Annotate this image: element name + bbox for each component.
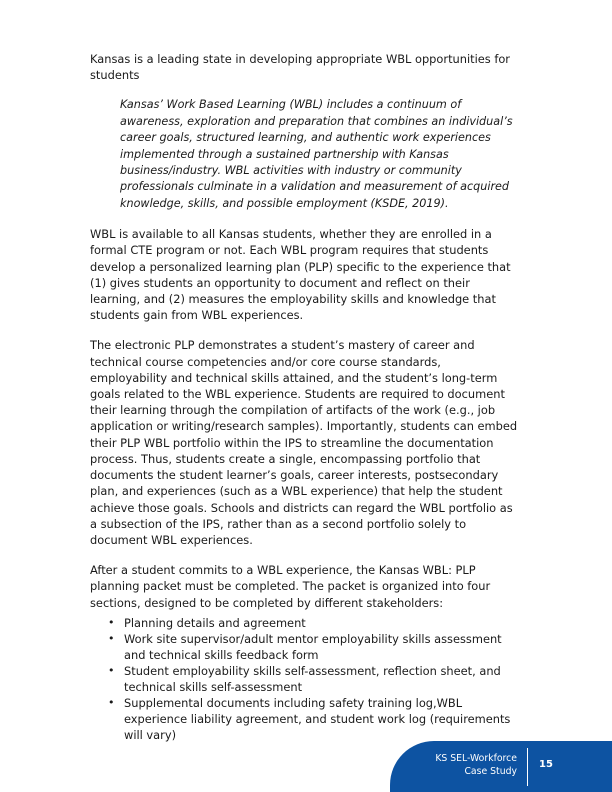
footer-title bbox=[435, 753, 517, 778]
bullet-icon: • bbox=[108, 631, 115, 645]
list-item-text: Work site supervisor/adult mentor employability skills assessment and technical skills feedback form bbox=[124, 631, 502, 662]
paragraph-1: WBL is available to all Kansas students, whether they are enrolled in a formal CTE program or not. Each WBL program requires that students develop a personalized learning plan (PLP) specific to the experience that (1) gives students an opportunity to document and reflect on their learning, and (2) measures the employability skills and knowledge that students gain from WBL experiences. bbox=[90, 227, 511, 323]
bullet-icon: • bbox=[108, 615, 115, 629]
paragraph-2: The electronic PLP demonstrates a student’s mastery of career and technical course competencies and/or core course standards, employability and technical skills attained, and the student’s long-term goals related to the WBL experience. Students are required to document their learning through the compilation of artifacts of the work (e.g., job application or writing/research samples). Importantly, students can embed their PLP WBL portfolio within the IPS to streamline the documentation process. Thus, students create a single, encompassing portfolio that documents the student learner’s goals, career interests, postsecondary plan, and experiences (such as a WBL experience) that help the student achieve those goals. Schools and districts can regard the WBL portfolio as a subsection of the IPS, rather than as a second portfolio solely to document WBL experiences. bbox=[90, 338, 518, 547]
list-item-text: Student employability skills self-assessment, reflection sheet, and technical skills self-assessment bbox=[124, 663, 501, 694]
list-item bbox=[90, 631, 520, 663]
intro-text: Kansas is a leading state in developing appropriate WBL opportunities for students bbox=[90, 52, 510, 83]
bullet-icon: • bbox=[108, 695, 115, 709]
list-item bbox=[90, 663, 520, 695]
list-item bbox=[90, 615, 520, 631]
footer-divider bbox=[527, 748, 528, 786]
block-quote: Kansas’ Work Based Learning (WBL) includes a continuum of awareness, exploration and preparation that combines an individual’s career goals, structured learning, and authentic work experiences implemented through a sustained partnership with Kansas business/industry. WBL activities with industry or community professionals culminate in a validation and measurement of acquired knowledge, skills, and possible employment (KSDE, 2019). bbox=[120, 98, 513, 210]
list-item-text: Supplemental documents including safety training log,WBL experience liability agreement, and student work log (requirements will vary) bbox=[124, 695, 511, 742]
document-body bbox=[90, 51, 520, 743]
paragraph-3: After a student commits to a WBL experience, the Kansas WBL: PLP planning packet must be completed. The packet is organized into four sections, designed to be completed by different stakeholders: bbox=[90, 563, 491, 610]
bullet-icon: • bbox=[108, 663, 115, 677]
footer-tab bbox=[390, 741, 612, 792]
footer-title-line-2: Case Study bbox=[464, 765, 517, 777]
footer-title-line-1: KS SEL-Workforce bbox=[435, 753, 517, 764]
list-item bbox=[90, 695, 520, 743]
section-list bbox=[90, 615, 520, 743]
list-item-text: Planning details and agreement bbox=[124, 615, 306, 630]
page-number: 15 bbox=[539, 759, 553, 770]
